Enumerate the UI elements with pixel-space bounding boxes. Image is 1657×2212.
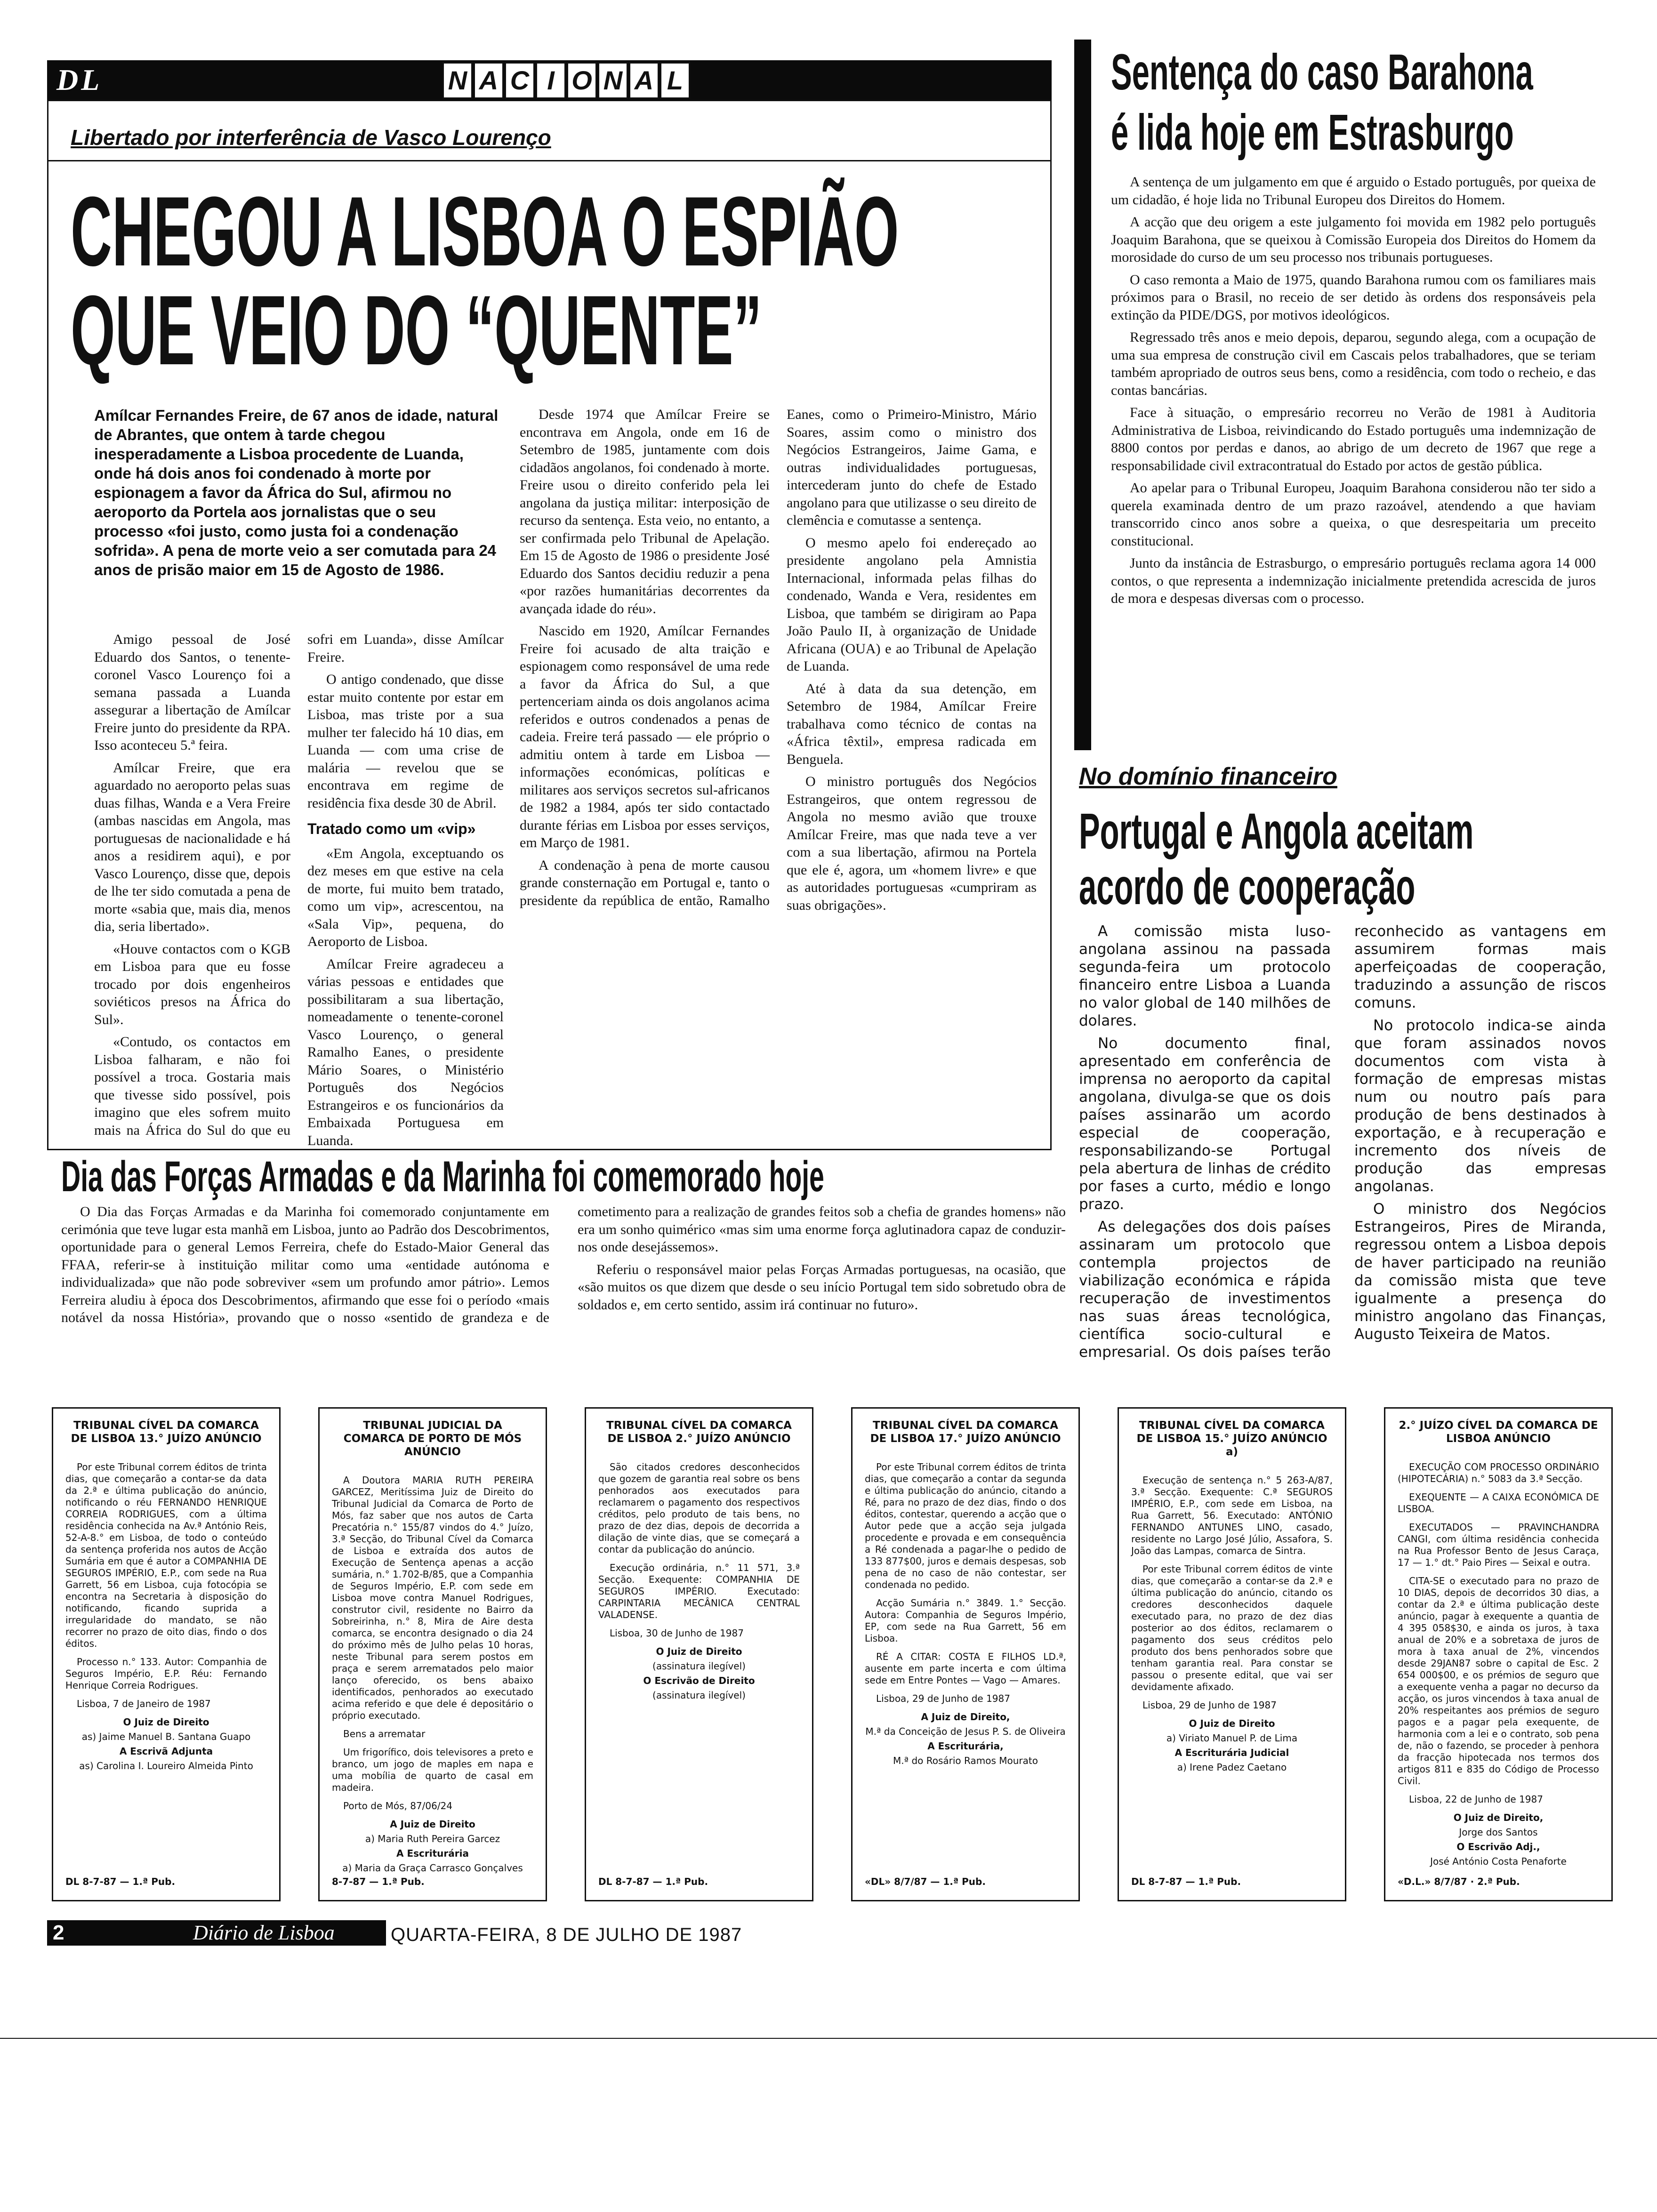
barahona-headline-line1: Sentença do caso Barahona <box>1111 43 1533 100</box>
section-title-letter: A <box>629 62 659 99</box>
section-logo: DL <box>56 63 103 96</box>
legal-notice-paragraph: Um frigorífico, dois televisores a preto e branco, um jogo de maples em napa e uma mobília de quarto de casal em madeira. <box>332 1747 533 1793</box>
legal-notice-signature: M.ª do Rosário Ramos Mourato <box>893 1755 1038 1766</box>
legal-notice-signature: O Juiz de Direito <box>123 1716 209 1728</box>
barahona-paragraph: O caso remonta a Maio de 1975, quando Barahona rumou com os familiares mais próximos para o Brasil, no receio de ser detido às ordens dos responsáveis pela extinção da PIDE/DGS, por motivos ideológicos. <box>1111 272 1596 323</box>
main-headline-line1: CHEGOU A LISBOA O ESPIÃO <box>71 176 899 287</box>
angola-paragraph: A comissão mista luso-angolana assinou na passada segunda-feira um protocolo financeiro entre Lisboa a Luanda no valor global de 140 milhões de dolares. <box>1079 923 1331 1029</box>
main-story-paragraph: Até à data da sua detenção, em Setembro de 1984, Amílcar Freire trabalhava como técnico de contas na «África têxtil», empresa radicada em Benguela. <box>787 681 1037 767</box>
angola-headline-line1: Portugal e Angola aceitam <box>1079 802 1474 859</box>
legal-notice-footer: 8-7-87 — 1.ª Pub. <box>332 1876 425 1887</box>
main-story-column-1 <box>94 631 504 1148</box>
legal-notice-paragraph: EXEQUENTE — A CAIXA ECONÓMICA DE LISBOA. <box>1398 1491 1599 1515</box>
main-story-paragraph: Nascido em 1920, Amílcar Fernandes Freire foi acusado de alta traição e espionagem como responsável de uma rede a favor da África do Sul, a que pertenceriam ainda os dois angolanos acima referidos e outros condenados a penas de cadeia. Freire terá passado — ele próprio o admitiu ontem à tarde em Lisboa — informações económicas, políticas e militares aos serviços secretos sul-africanos de 1982 a 1984, após ter sido contactado durante férias em Lisboa por esses serviços, em Março de 1981. <box>520 623 770 850</box>
legal-notice-signature: A Escriturária <box>396 1848 469 1859</box>
legal-notice-signature: José António Costa Penaforte <box>1430 1856 1567 1867</box>
legal-notice-signature: A Escriturária, <box>927 1740 1004 1752</box>
footer-date: QUARTA-FEIRA, 8 DE JULHO DE 1987 <box>391 1924 742 1945</box>
kicker-rule <box>47 160 1052 161</box>
main-story-lead: Amílcar Fernandes Freire, de 67 anos de idade, natural de Abrantes, que ontem à tarde chegou inesperadamente a Lisboa procedente de Luanda, onde há dois anos foi condenado à morte por espionagem a favor da África do Sul, afirmou no aeroporto da Portela aos jornalistas que o seu processo «foi justo, como justa foi a condenação sofrida». A pena de morte veio a ser comutada para 24 anos de prisão maior em 15 de Agosto de 1986. <box>94 407 499 578</box>
main-story-paragraph: O ministro português dos Negócios Estrangeiros, que ontem regressou de Angola no mesmo avião que trouxe Amílcar Freire, mas que nada teve a ver com a sua libertação, afirmou na Portela que ele é, agora, um «homem livre» e que as autoridades portuguesas «cumpriram as suas obrigações». <box>787 774 1037 913</box>
legal-notice-signature: A Juiz de Direito, <box>921 1711 1010 1723</box>
legal-notice-signature: as) Carolina I. Loureiro Almeida Pinto <box>79 1760 253 1771</box>
legal-notice-paragraph: Lisboa, 29 de Junho de 1987 <box>1142 1699 1277 1711</box>
main-story-paragraph: Amílcar Freire, que era aguardado no aeroporto pelas suas duas filhas, Wanda e a Vera Freire (ambas nascidas em Angola, mas portuguesas de nacionalidade e há anos a residirem aqui), e por Vasco Lourenço, disse que, depois de lhe ter sido comutada a pena de morte «sabia que, mais dia, menos dia, seria libertado». <box>94 760 290 934</box>
forcas-armadas-body <box>61 1203 1066 1401</box>
main-headline-line2: QUE VEIO DO “QUENTE” <box>71 275 762 385</box>
legal-notice-signature: Jorge dos Santos <box>1459 1827 1538 1838</box>
main-story-paragraph: A condenação à pena de morte causou grande consternação em Portugal e, tanto o presidente da república de então, Ramalho Eanes, como o Primeiro-Ministro, Mário Soares, assim como o ministro dos Negócios Estrangeiros, Jaime Gama, e outras individualidades portuguesas, intercederam junto do chefe de Estado angolano para que utilizasse o seu direito de clemência e comutasse a sentença. <box>520 407 1037 908</box>
forcas-armadas-paragraph: Referiu o responsável maior pelas Forças Armadas portuguesas, na ocasião, que «são muitos os que dizem que desde o seu início Portugal tem sido sobretudo obra de soldados e, em certo sentido, assim irá continuar no futuro». <box>578 1261 1066 1313</box>
section-title-letter: O <box>567 62 597 99</box>
legal-notice-footer: «D.L.» 8/7/87 · 2.ª Pub. <box>1398 1876 1520 1887</box>
angola-paragraph: No protocolo indica-se ainda que foram assinados novos documentos com vista à formação de empresas mistas num ou noutro país para produção de bens destinados à exportação, e à recuperação e incremento dos níveis de produção das empresas angolanas. <box>1354 1017 1606 1195</box>
main-story-paragraph: Desde 1974 que Amílcar Freire se encontrava em Angola, onde em 16 de Setembro de 1985, juntamente com dois cidadãos angolanos, foi condenado à morte. Freire usou o direito conferido pela lei angolana da justiça militar: interposição de recurso da sentença. Esta veio, no entanto, a ser confirmada pelo Tribunal de Apelação. Em 15 de Agosto de 1986 o presidente José Eduardo dos Santos decidiu reduzir a pena «por razões humanitárias decorrentes da avançada idade do réu». <box>520 407 770 617</box>
section-title-letter: I <box>536 62 566 99</box>
legal-notice-paragraph: A Doutora MARIA RUTH PEREIRA GARCEZ, Meritíssima Juiz de Direito do Tribunal Judicial da Comarca de Porto de Mós, faz saber que nos autos de Carta Precatória n.° 155/87 vindos do 4.° Juízo, 3.ª Secção, do Tribunal Cível da Comarca de Lisboa e extraída dos autos de Execução de Sentença apenas a acção sumária, n.° 1.702-B/85, que a Companhia de Seguros Império, E.P. com sede em Lisboa move contra Manuel Rodrigues, construtor civil, residente no Bairro da Sobreirinha, n.° 8, Mira de Aire desta comarca, se encontra designado o dia 24 do próximo mês de Julho pelas 10 horas, neste Tribunal para serem postos em praça e serem arrematados pelo maior lanço oferecido, os bens abaixo identificados, penhorados ao executado acima referido e que dele é depositário o próprio executado. <box>332 1475 533 1721</box>
legal-notice-signature: O Juiz de Direito, <box>1453 1812 1544 1823</box>
legal-notice-paragraph: RÉ A CITAR: COSTA E FILHOS LD.ª, ausente em parte incerta e com última sede em Entre Pontes — Vago — Amares. <box>865 1651 1066 1686</box>
legal-notice-footer: DL 8-7-87 — 1.ª Pub. <box>1131 1876 1241 1887</box>
footer-page-number: 2 <box>53 1921 64 1944</box>
forcas-armadas-paragraph: O Dia das Forças Armadas e da Marinha foi comemorado conjuntamente em cerimónia que teve lugar esta manhã em Lisboa, junto ao Padrão dos Descobrimentos, oportunidade para o general Lemos Ferreira, chefe do Estado-Maior General das FFAA, referir-se à instituição militar como uma «entidade autónoma e individualizada» que não pode sobreviver «sem um profundo amor pátrio». Lemos Ferreira aludiu à época dos Descobrimentos, afirmando que esse foi o período «mais notável da nossa História», provando que o nosso «sentido de grandeza e de cometimento para a realização de grandes feitos sob a chefia de grandes homens» não era um sonho quimérico «mas sim uma enorme força aglutinadora capaz de conduzir-nos onde desejássemos». <box>61 1204 1066 1325</box>
legal-notice-paragraph: Lisboa, 29 de Junho de 1987 <box>876 1693 1010 1704</box>
legal-notice-signature: a) Viriato Manuel P. de Lima <box>1166 1732 1298 1744</box>
angola-paragraph: O ministro dos Negócios Estrangeiros, Pires de Miranda, regressou ontem a Lisboa depois de haver participado na reunião da comissão mista que teve igualmente a presença do ministro angolano das Finanças, Augusto Teixeira de Matos. <box>1354 1201 1606 1343</box>
legal-notice-signature: (assinatura ilegível) <box>652 1690 746 1701</box>
section-title-letter: L <box>660 62 690 99</box>
barahona-paragraph: Junto da instância de Estrasburgo, o empresário português reclama agora 14 000 contos, o que representa a indemnização inicialmente pretendida acrescida de juros de mora e despesas diversas com o processo. <box>1111 555 1596 606</box>
legal-notice-paragraph: EXECUÇÃO COM PROCESSO ORDINÁRIO (HIPOTECÁRIA) n.° 5083 da 3.ª Secção. <box>1398 1461 1599 1484</box>
legal-notice-footer: DL 8-7-87 — 1.ª Pub. <box>65 1876 176 1887</box>
legal-notice-paragraph: Por este Tribunal correm éditos de trinta dias, que começarão a contar-se da data da 2.ª e última publicação do anúncio, notificando o réu FERNANDO HENRIQUE CORREIA RODRIGUES, com a última residência conhecida na Av.ª António Reis, 52-A-8.° em Lisboa, de todo o conteúdo da sentença proferida nos autos de Acção Sumária em que é autor a COMPANHIA DE SEGUROS IMPÉRIO, E.P., com sede na Rua Garrett, 56 em Lisboa, cuja fotocópia se encontra na Secretaria à disposição do notificando, ficando suprida a irregularidade do mandato, se não recorrer no prazo de oito dias, findo o dos éditos. <box>65 1461 267 1649</box>
legal-notice-footer: DL 8-7-87 — 1.ª Pub. <box>598 1876 708 1887</box>
legal-notice <box>851 1407 1080 1901</box>
legal-notice-paragraph: EXECUTADOS — PRAVINCHANDRA CANGI, com última residência conhecida na Rua Professor Bento de Jesus Caraça, 17 — 1.° dt.° Paio Pires — Seixal e outra. <box>1398 1522 1599 1568</box>
angola-paragraph: No documento final, apresentado em conferência de imprensa no aeroporto da capital angolana, divulga-se que os dois países assinarão um acordo especial de cooperação, responsabilizando-se Portugal pela abertura de linhas de crédito por fases a curto, médio e longo prazo. <box>1079 1035 1331 1213</box>
legal-notice-heading: TRIBUNAL CÍVEL DA COMARCA DE LISBOA 13.° JUÍZO ANÚNCIO <box>71 1419 262 1445</box>
legal-notice-paragraph: Lisboa, 22 de Junho de 1987 <box>1409 1794 1543 1805</box>
section-title-letter: N <box>598 62 628 99</box>
legal-notice <box>585 1407 813 1901</box>
barahona-headline-line2: é lida hoje em Estrasburgo <box>1111 104 1514 160</box>
main-story-paragraph: Amílcar Freire agradeceu a várias pessoas e entidades que possibilitaram a sua libertação, nomeadamente o tenente-coronel Vasco Lourenço, o general Ramalho Eanes, o presidente Mário Soares, o Ministério Português dos Negócios Estrangeiros e os funcionários da Embaixada Portuguesa em Luanda. <box>307 956 504 1148</box>
legal-notice-signature: O Escrivão Adj., <box>1456 1841 1540 1852</box>
section-title-letter: C <box>505 62 535 99</box>
legal-notice-paragraph: Lisboa, 7 de Janeiro de 1987 <box>77 1698 211 1709</box>
legal-notice-signature: O Juiz de Direito <box>1189 1718 1275 1729</box>
legal-notice-paragraph: Porto de Mós, 87/06/24 <box>343 1800 453 1811</box>
legal-notice-footer: «DL» 8/7/87 — 1.ª Pub. <box>865 1876 986 1887</box>
main-story-subhead: Tratado como um «vip» <box>307 820 476 837</box>
legal-notice-signature: a) Irene Padez Caetano <box>1177 1762 1287 1773</box>
main-story-paragraph: «Contudo, os contactos em Lisboa falharam, e não foi possível a troca. Gostaria mais que tivesse sido possível, pois imagino que eles sofrem muito mais na África do Sul do que eu sofri em Luanda», disse Amílcar Freire. <box>94 632 504 1138</box>
barahona-paragraph: Face à situação, o empresário recorreu no Verão de 1981 à Auditoria Administrativa de Lisboa, reivindicando do Estado português uma indemnização de 8800 contos por perdas e danos, ao abrigo de um decreto de 1967 que rege a responsabilidade civil extracontratual do Estado por actos de gestão pública. <box>1111 405 1596 473</box>
legal-notice-heading: TRIBUNAL JUDICIAL DA COMARCA DE PORTO DE MÓS ANÚNCIO <box>343 1419 522 1458</box>
legal-notice <box>1384 1407 1613 1901</box>
legal-notice-signature: (assinatura ilegível) <box>652 1660 746 1672</box>
angola-headline-line2: acordo de cooperação <box>1079 858 1416 915</box>
legal-notice-signature: a) Maria da Graça Carrasco Gonçalves <box>342 1862 523 1874</box>
bottom-page-rule <box>0 2038 1657 2039</box>
legal-notice-paragraph: Por este Tribunal correm éditos de vinte dias, que começarão a contar-se da 2.ª e última publicação do anúncio, citando os credores desconhecidos daquele executado para, no prazo de dez dias posterior ao dos éditos, reclamarem o pagamento dos seus créditos pelo produto dos bens penhorados sobre que tenham garantia real. Para constar se passou o presente edital, que vai ser devidamente afixado. <box>1131 1563 1333 1692</box>
legal-notice-heading: 2.° JUÍZO CÍVEL DA COMARCA DE LISBOA ANÚNCIO <box>1399 1419 1598 1445</box>
section-title-letter: N <box>442 62 473 99</box>
legal-notice-signature: O Escrivão de Direito <box>643 1675 755 1686</box>
section-title-nacional <box>442 62 691 100</box>
legal-notice-paragraph: Por este Tribunal correm éditos de trinta dias, que começarão a contar da segunda e última publicação do anúncio, citando a Ré, para no prazo de dez dias, findo o dos éditos, contestar, querendo a acção que o Autor pede que a acção seja julgada procedente e provada e em consequência a Ré condenada a pagar-lhe o pedido de 133 877$00, juros e demais despesas, sob pena de no caso de não contestar, ser condenada no pedido. <box>865 1461 1066 1590</box>
main-story-paragraph: O antigo condenado, que disse estar muito contente por estar em Lisboa, mas triste por a sua mulher ter falecido há 10 dias, em Luanda — com uma crise de malária — revelou que se encontrava em regime de residência fixa desde 30 de Abril. <box>307 672 504 811</box>
legal-notice-paragraph: CITA-SE o executado para no prazo de 10 DIAS, depois de decorridos 30 dias, a contar da 2.ª e última publicação deste anúncio, pagar à exequente a quantia de 4 395 058$30, e ainda os juros, à taxa anual de 20% e a sobretaxa de juros de mora à taxa anual de 2%, vincendos desde 29JAN87 sobre o capital de Esc. 2 654 000$00, e os prémios de seguro que a exequente venha a pagar no decurso da acção, os juros vincendos à taxa anual de 20% respeitantes aos prémios de seguro pagos e a pagar pela exequente, de harmonia com a lei e o contrato, sob pena de, não o fazendo, se proceder à penhora da fracção hipotecada nos termos dos artigos 811 e 835 do Código de Processo Civil. <box>1398 1575 1599 1787</box>
barahona-body <box>1111 173 1596 747</box>
legal-notice-signature: a) Maria Ruth Pereira Garcez <box>365 1833 500 1844</box>
legal-notice-signature: A Escrivã Adjunta <box>119 1746 213 1757</box>
forcas-armadas-headline: Dia das Forças Armadas e da Marinha foi comemorado hoje <box>61 1153 824 1201</box>
legal-notice-paragraph: Execução ordinária, n.° 11 571, 3.ª Secção. Exequente: COMPANHIA DE SEGUROS IMPÉRIO. Executado: CARPINTARIA MECÂNICA CENTRAL VALADENSE. <box>598 1562 800 1620</box>
legal-notice-signature: O Juiz de Direito <box>656 1646 742 1657</box>
legal-notice-signature: as) Jaime Manuel B. Santana Guapo <box>81 1731 251 1742</box>
legal-notice-paragraph: Execução de sentença n.° 5 263-A/87, 3.ª Secção. Exequente: C.ª SEGUROS IMPÉRIO, E.P., com sede em Lisboa, na Rua Garrett, 56. Executado: ANTÓNIO FERNANDO ANTUNES LINO, casado, residente no Largo José Júlio, Assafora, S. João das Lampas, comarca de Sintra. <box>1131 1475 1333 1556</box>
barahona-headline-band <box>1074 40 1091 750</box>
main-story-paragraph: «Houve contactos com o KGB em Lisboa para que eu fosse trocado por dois engenheiros soviéticos presos na África do Sul». <box>94 941 290 1027</box>
legal-notice <box>1118 1407 1346 1901</box>
angola-kicker: No domínio financeiro <box>1079 763 1337 790</box>
legal-notice-signature: M.ª da Conceição de Jesus P. S. de Oliveira <box>865 1726 1066 1737</box>
footer-paper-name: Diário de Lisboa <box>193 1921 335 1944</box>
legal-notice <box>52 1407 281 1901</box>
legal-notice-signature: A Juiz de Direito <box>390 1819 475 1830</box>
main-story-paragraph: Amigo pessoal de José Eduardo dos Santos, o tenente-coronel Vasco Lourenço foi a semana passada a Luanda assegurar a libertação de Amílcar Freire junto do presidente da RPA. Isso aconteceu 5.ª feira. <box>94 632 290 753</box>
legal-notice-heading: TRIBUNAL CÍVEL DA COMARCA DE LISBOA 15.° JUÍZO ANÚNCIO a) <box>1136 1419 1327 1458</box>
legal-notice <box>318 1407 547 1901</box>
legal-notice-paragraph: Processo n.° 133. Autor: Companhia de Seguros Império, E.P. Réu: Fernando Henrique Correia Rodrigues. <box>65 1656 267 1691</box>
barahona-paragraph: A acção que deu origem a este julgamento foi movida em 1982 pelo português Joaquim Barahona, que se queixou à Comissão Europeia dos Direitos do Homem da morosidade do curso de um seu processo nos tribunais portugueses. <box>1111 214 1596 265</box>
legal-notices-row <box>47 1407 1610 1901</box>
main-story-column-2 <box>520 406 1037 1140</box>
legal-notice-paragraph: Lisboa, 30 de Junho de 1987 <box>610 1627 744 1639</box>
angola-body <box>1079 922 1606 1374</box>
legal-notice-paragraph: Bens a arrematar <box>343 1728 426 1739</box>
legal-notice-paragraph: Acção Sumária n.° 3849. 1.° Secção. Autora: Companhia de Seguros Império, EP, com sede na Rua Garrett, 56 em Lisboa. <box>865 1597 1066 1644</box>
barahona-paragraph: Ao apelar para o Tribunal Europeu, Joaquim Barahona considerou não ter sido a querela examinada dentro de um prazo razoável, atendendo a que haviam transcorrido cinco anos sobre a queixa, o que desrespeitaria um preceito constitucional. <box>1111 480 1596 549</box>
section-title-letter: A <box>474 62 504 99</box>
main-story-kicker: Libertado por interferência de Vasco Lourenço <box>71 125 551 150</box>
legal-notice-signature: A Escriturária Judicial <box>1174 1747 1289 1758</box>
angola-paragraph: As delegações dos dois países assinaram um protocolo que contempla projectos de viabilização económica e rápida recuperação de investimentos nas suas áreas tecnológica, científica socio-cultural e empresarial. Os dois países terão reconhecido as vantagens em assumirem formas mais aperfeiçoadas de cooperação, traduzindo a assunção de riscos comuns. <box>1079 923 1606 1361</box>
legal-notice-heading: TRIBUNAL CÍVEL DA COMARCA DE LISBOA 17.° JUÍZO ANÚNCIO <box>870 1419 1061 1445</box>
legal-notice-heading: TRIBUNAL CÍVEL DA COMARCA DE LISBOA 2.° JUÍZO ANÚNCIO <box>606 1419 792 1445</box>
main-story-paragraph: O mesmo apelo foi endereçado ao presidente angolano pela Amnistia Internacional, informada pelas filhas do condenado, Wanda e Vera, residentes em Lisboa, que também se dirigiram ao Papa João Paulo II, à organização de Unidade Africana (OUA) e ao Tribunal de Apelação de Luanda. <box>787 535 1037 674</box>
barahona-paragraph: A sentença de um julgamento em que é arguido o Estado português, por queixa de um cidadão, é hoje lida no Tribunal Europeu dos Direitos do Homem. <box>1111 174 1596 208</box>
barahona-paragraph: Regressado três anos e meio depois, deparou, segundo alega, com a ocupação de uma sua empresa de construção civil em Cascais pelos trabalhadores, que se teriam também apropriado de outros seus bens, como a residência, com todo o recheio, e das contas bancárias. <box>1111 329 1596 398</box>
main-story-paragraph: «Em Angola, exceptuando os dez meses em que estive na cela de morte, fui muito bem tratado, como um vip», acrescentou, na «Sala Vip», pequena, do Aeroporto de Lisboa. <box>307 845 504 949</box>
legal-notice-paragraph: São citados credores desconhecidos que gozem de garantia real sobre os bens penhorados aos executados para reclamarem o pagamento dos respectivos créditos, pelo produto de tais bens, no prazo de dez dias, depois de decorrida a dilação de vinte dias, que se começará a contar da publicação do anúncio. <box>598 1461 800 1555</box>
